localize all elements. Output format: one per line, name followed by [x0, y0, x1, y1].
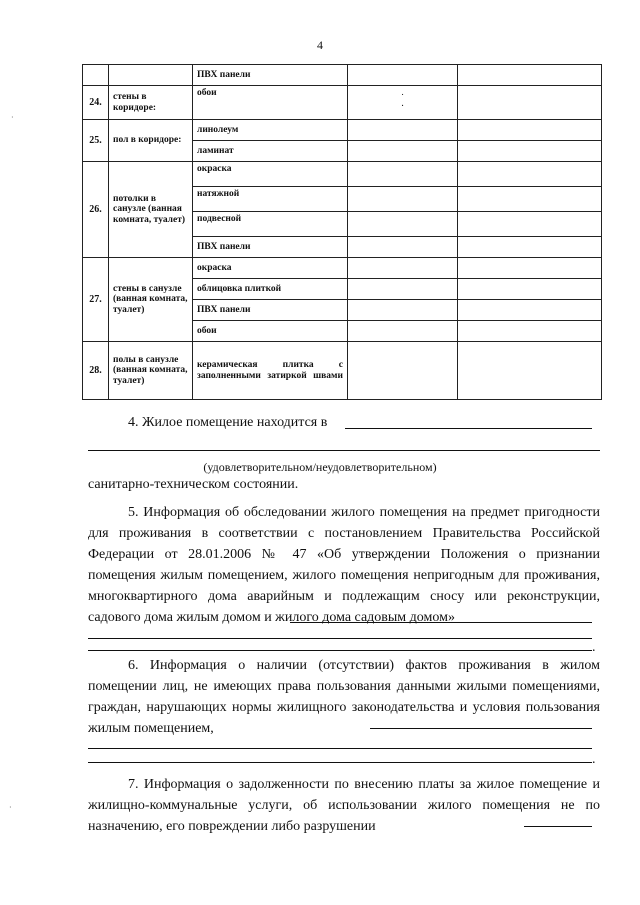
note-cell[interactable] — [458, 300, 602, 321]
section-5-field-line3[interactable] — [88, 650, 592, 651]
section-5-end: . — [592, 640, 596, 655]
section-4-text: 4. Жилое помещение находится в — [128, 415, 328, 430]
material-cell: окраска — [193, 258, 348, 279]
section-7-text: 7. Информация о задолженности по внесению платы за жилое помещение и жилищно-коммунальные услуги, об использовании жилого помещения не по назначению, его повреждении либо разрушении — [88, 777, 600, 834]
table-row — [83, 162, 602, 187]
item-label — [109, 65, 193, 86]
material-cell: ПВХ панели — [193, 237, 348, 258]
note-cell[interactable] — [458, 321, 602, 342]
item-label: полы в санузле (ванная комната, туалет) — [109, 342, 193, 400]
note-cell[interactable] — [458, 187, 602, 212]
value-cell[interactable] — [348, 187, 458, 212]
material-cell: ламинат — [193, 141, 348, 162]
note-cell[interactable] — [458, 86, 602, 120]
scan-mark: ˙ · — [400, 92, 405, 112]
section-6-field[interactable] — [370, 728, 592, 729]
section-5-text: 5. Информация об обследовании жилого помещения на предмет пригодности для проживания в соответствии с постановлением Правительства Российской Федерации от 28.01.2006 № 47 «Об утверждении Положения о признании помещения жилым помещением, жилого помещения непригодным для проживания, многоквартирного дома аварийным и подлежащим сносу или реконструкции, садового дома жилым домом и жилого дома садовым домом» — [88, 505, 600, 625]
value-cell[interactable] — [348, 258, 458, 279]
value-cell[interactable] — [348, 141, 458, 162]
value-cell[interactable] — [348, 321, 458, 342]
section-4-field-line2[interactable] — [88, 450, 600, 451]
section-7-field[interactable] — [524, 826, 592, 827]
value-cell[interactable] — [348, 120, 458, 141]
section-6-field-line3[interactable] — [88, 762, 592, 763]
note-cell[interactable] — [458, 237, 602, 258]
value-cell[interactable] — [348, 86, 458, 120]
note-cell[interactable] — [458, 258, 602, 279]
section-4-field[interactable] — [345, 428, 592, 429]
scan-speck: · — [11, 113, 14, 122]
material-cell: подвесной — [193, 212, 348, 237]
section-4-continuation: санитарно-техническом состоянии. — [88, 477, 299, 492]
value-cell[interactable] — [348, 212, 458, 237]
note-cell[interactable] — [458, 342, 602, 400]
material-cell: облицовка плиткой — [193, 279, 348, 300]
item-label: стены в коридоре: — [109, 86, 193, 120]
note-cell[interactable] — [458, 65, 602, 86]
table-row — [83, 342, 602, 400]
note-cell[interactable] — [458, 212, 602, 237]
material-cell: обои — [193, 321, 348, 342]
row-number: 28. — [83, 342, 109, 400]
table-row — [83, 65, 602, 86]
material-cell: ПВХ панели — [193, 65, 348, 86]
material-cell: окраска — [193, 162, 348, 187]
material-cell: натяжной — [193, 187, 348, 212]
table-row — [83, 86, 602, 120]
material-cell: линолеум — [193, 120, 348, 141]
note-cell[interactable] — [458, 162, 602, 187]
material-cell: керамическая плитка с заполненными затиркой швами — [193, 342, 348, 400]
value-cell[interactable] — [348, 237, 458, 258]
note-cell[interactable] — [458, 279, 602, 300]
material-cell: ПВХ панели — [193, 300, 348, 321]
table-row — [83, 120, 602, 141]
note-cell[interactable] — [458, 141, 602, 162]
row-number: 26. — [83, 162, 109, 258]
note-cell[interactable] — [458, 120, 602, 141]
section-6-end: . — [592, 752, 596, 767]
table-row — [83, 258, 602, 279]
row-number: 24. — [83, 86, 109, 120]
inspection-table — [82, 64, 602, 400]
item-label: пол в коридоре: — [109, 120, 193, 162]
section-5-field-line2[interactable] — [88, 638, 592, 639]
row-number — [83, 65, 109, 86]
page-number: 4 — [317, 38, 323, 52]
scan-speck: · — [9, 803, 12, 812]
section-5-field[interactable] — [290, 622, 592, 623]
item-label: стены в санузле (ванная комната, туалет) — [109, 258, 193, 342]
row-number: 25. — [83, 120, 109, 162]
section-4-hint: (удовлетворительном/неудовлетворительном) — [203, 460, 437, 474]
value-cell[interactable] — [348, 300, 458, 321]
value-cell[interactable] — [348, 162, 458, 187]
value-cell[interactable] — [348, 279, 458, 300]
value-cell[interactable] — [348, 342, 458, 400]
row-number: 27. — [83, 258, 109, 342]
item-label: потолки в санузле (ванная комната, туалет) — [109, 162, 193, 258]
section-6-text: 6. Информация о наличии (отсутствии) фактов проживания в жилом помещении лиц, не имеющих права пользования данными жилыми помещениями, граждан, нарушающих нормы жилищного законодательства и условия пользования жилым помещением, — [88, 658, 600, 736]
material-cell: обои — [193, 86, 348, 120]
section-6-field-line2[interactable] — [88, 748, 592, 749]
value-cell[interactable] — [348, 65, 458, 86]
